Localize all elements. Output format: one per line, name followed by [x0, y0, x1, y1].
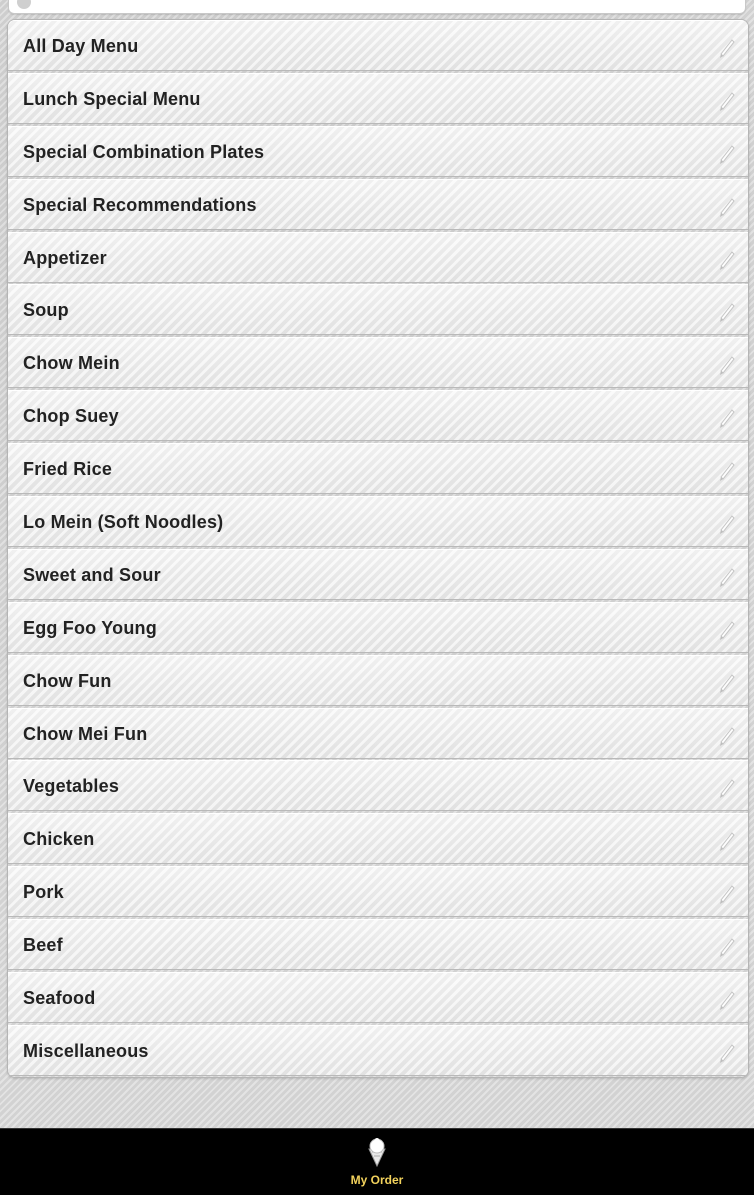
menu-item-label: Chop Suey — [23, 406, 119, 427]
pencil-icon — [718, 352, 736, 376]
menu-item-label: Chicken — [23, 829, 95, 850]
pencil-icon — [718, 247, 736, 271]
pencil-icon — [718, 35, 736, 59]
menu-item-sweet-and-sour[interactable] — [8, 549, 748, 600]
pencil-icon — [718, 828, 736, 852]
ice-cream-cone-icon — [366, 1137, 388, 1167]
menu-item-label: Lunch Special Menu — [23, 88, 201, 109]
menu-item-label: Fried Rice — [23, 459, 113, 480]
pencil-icon — [718, 723, 736, 747]
menu-item-label: Chow Mein — [23, 353, 120, 374]
menu-item-vegetables[interactable] — [8, 760, 748, 811]
menu-item-label: Seafood — [23, 988, 96, 1009]
menu-item-chow-mei-fun[interactable] — [8, 708, 748, 759]
search-icon — [17, 0, 31, 9]
menu-item-all-day-menu[interactable] — [8, 20, 748, 71]
pencil-icon — [718, 775, 736, 799]
menu-item-lunch-special-menu[interactable] — [8, 73, 748, 124]
pencil-icon — [718, 405, 736, 429]
pencil-icon — [718, 511, 736, 535]
pencil-icon — [718, 194, 736, 218]
menu-item-label: Miscellaneous — [23, 1040, 149, 1061]
menu-item-special-recommendations[interactable] — [8, 179, 748, 230]
pencil-icon — [718, 934, 736, 958]
menu-item-label: Appetizer — [23, 247, 107, 268]
menu-item-label: Pork — [23, 882, 64, 903]
menu-item-label: Sweet and Sour — [23, 564, 161, 585]
bottom-tab-bar — [0, 1128, 754, 1195]
menu-item-label: Special Recommendations — [23, 194, 257, 215]
pencil-icon — [718, 617, 736, 641]
menu-item-chow-mein[interactable] — [8, 337, 748, 388]
search-bar[interactable] — [8, 0, 746, 14]
menu-item-pork[interactable] — [8, 866, 748, 917]
menu-item-chow-fun[interactable] — [8, 655, 748, 706]
pencil-icon — [718, 564, 736, 588]
menu-item-appetizer[interactable] — [8, 232, 748, 283]
pencil-icon — [718, 88, 736, 112]
menu-item-label: All Day Menu — [23, 36, 139, 56]
menu-item-special-combination-plates[interactable] — [8, 126, 748, 177]
menu-item-label: Soup — [23, 300, 69, 321]
pencil-icon — [718, 881, 736, 905]
menu-item-label: Chow Mei Fun — [23, 723, 148, 744]
menu-item-label: Lo Mein (Soft Noodles) — [23, 512, 224, 533]
menu-item-chop-suey[interactable] — [8, 390, 748, 441]
my-order-label: My Order — [350, 1173, 404, 1187]
pencil-icon — [718, 670, 736, 694]
pencil-icon — [718, 458, 736, 482]
menu-item-fried-rice[interactable] — [8, 443, 748, 494]
menu-item-egg-foo-young[interactable] — [8, 602, 748, 653]
menu-item-label: Vegetables — [23, 776, 120, 797]
menu-item-label: Chow Fun — [23, 670, 112, 691]
pencil-icon — [718, 299, 736, 323]
menu-item-seafood[interactable] — [8, 972, 748, 1023]
menu-item-beef[interactable] — [8, 919, 748, 970]
menu-item-lo-mein[interactable] — [8, 496, 748, 547]
menu-item-label: Beef — [23, 935, 63, 956]
menu-item-miscellaneous[interactable] — [8, 1025, 748, 1076]
menu-category-list — [7, 19, 749, 1078]
menu-item-label: Egg Foo Young — [23, 617, 157, 638]
pencil-icon — [718, 1040, 736, 1064]
menu-item-chicken[interactable] — [8, 813, 748, 864]
pencil-icon — [718, 987, 736, 1011]
my-order-tab[interactable] — [327, 1133, 427, 1191]
pencil-icon — [718, 141, 736, 165]
menu-item-label: Special Combination Plates — [23, 141, 265, 162]
menu-item-soup[interactable] — [8, 284, 748, 335]
